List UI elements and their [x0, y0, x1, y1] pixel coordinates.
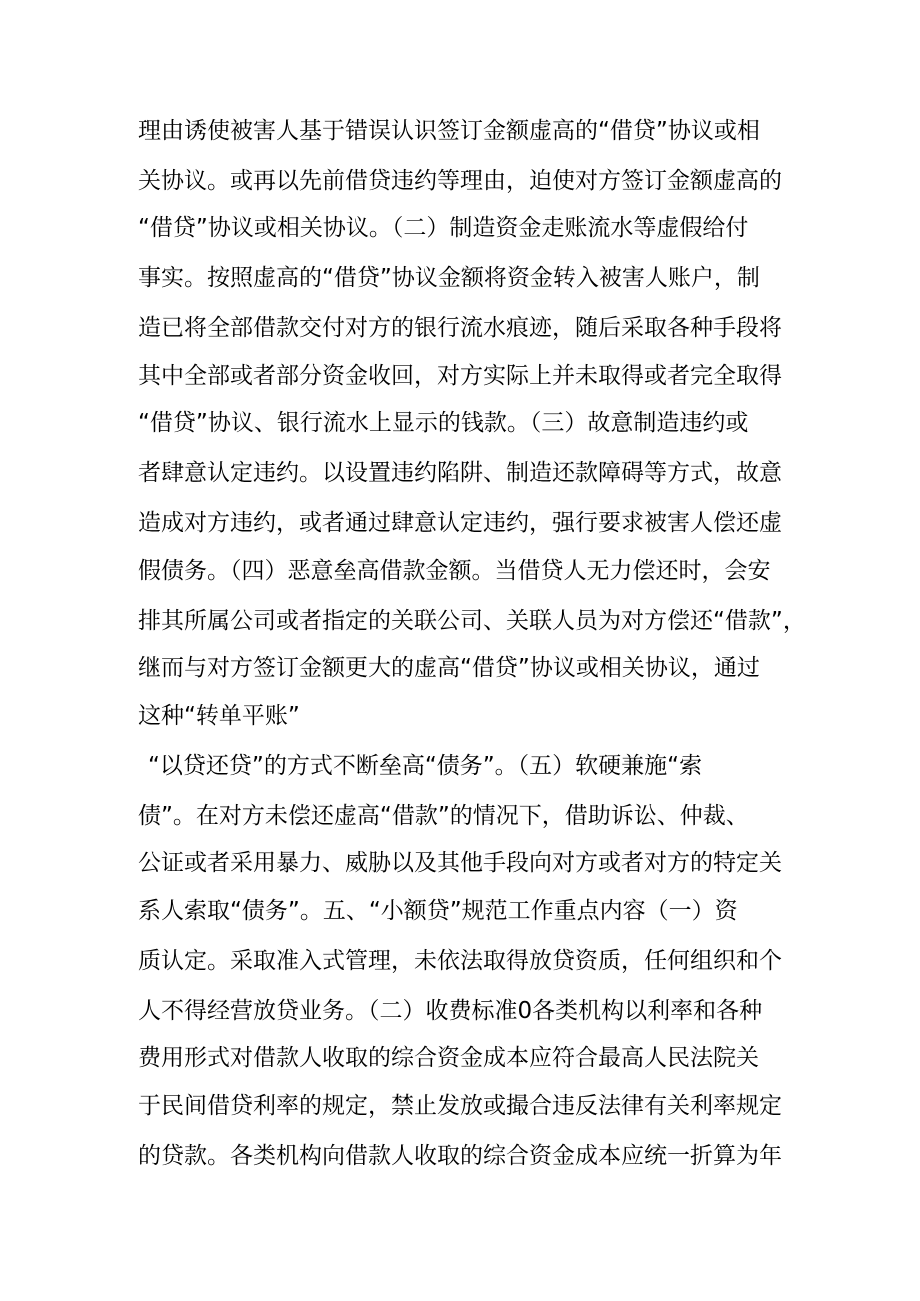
text-line: 造成对方违约，或者通过肆意认定违约，强行要求被害人偿还虚: [138, 510, 782, 536]
text-line: 债”。在对方未偿还虚高“借款”的情况下，借助诉讼、仲裁、: [138, 803, 749, 829]
text-line: 假债务。（四）恶意垒高借款金额。当借贷人无力偿还时，会安: [138, 558, 771, 584]
text-line: 者肆意认定违约。以设置违约陷阱、制造还款障碍等方式，故意: [138, 460, 782, 486]
text-line: “借贷”协议或相关协议。（二）制造资金走账流水等虚假给付: [138, 215, 749, 241]
text-line: 系人索取“债务”。五、“小额贷”规范工作重点内容（一）资: [138, 898, 738, 924]
text-line: 费用形式对借款人收取的综合资金成本应符合最高人民法院关: [138, 1045, 759, 1071]
text-line: “以贷还贷”的方式不断垒高“债务”。（五）软硬兼施“索: [148, 753, 703, 779]
text-line: 理由诱使被害人基于错误认识签订金额虚高的“借贷”协议或相: [138, 118, 760, 144]
text-line: 继而与对方签订金额更大的虚高“借贷”协议或相关协议，通过: [138, 655, 760, 681]
text-line: 排其所属公司或者指定的关联公司、关联人员为对方偿还“借款”，: [138, 608, 806, 634]
text-line: 事实。按照虚高的“借贷”协议金额将资金转入被害人账户，制: [138, 265, 760, 291]
text-line: “借贷”协议、银行流水上显示的钱款。（三）故意制造违约或: [138, 410, 749, 436]
text-line: 这种“转单平账”: [138, 703, 300, 729]
text-line: 造已将全部借款交付对方的银行流水痕迹，随后采取各种手段将: [138, 315, 782, 341]
text-line: 公证或者采用暴力、威胁以及其他手段向对方或者对方的特定关: [138, 850, 782, 876]
text-line: 关协议。或再以先前借贷违约等理由，迫使对方签订金额虚高的: [138, 168, 782, 194]
text-line: 质认定。采取准入式管理，未依法取得放贷资质，任何组织和个: [138, 948, 782, 974]
text-line: 其中全部或者部分资金收回，对方实际上并未取得或者完全取得: [138, 363, 782, 389]
text-line: 人不得经营放贷业务。（二）收费标准0各类机构以利率和各种: [138, 998, 763, 1024]
text-line: 的贷款。各类机构向借款人收取的综合资金成本应统一折算为年: [138, 1143, 782, 1169]
text-line: 于民间借贷利率的规定，禁止发放或撮合违反法律有关利率规定: [138, 1093, 782, 1119]
